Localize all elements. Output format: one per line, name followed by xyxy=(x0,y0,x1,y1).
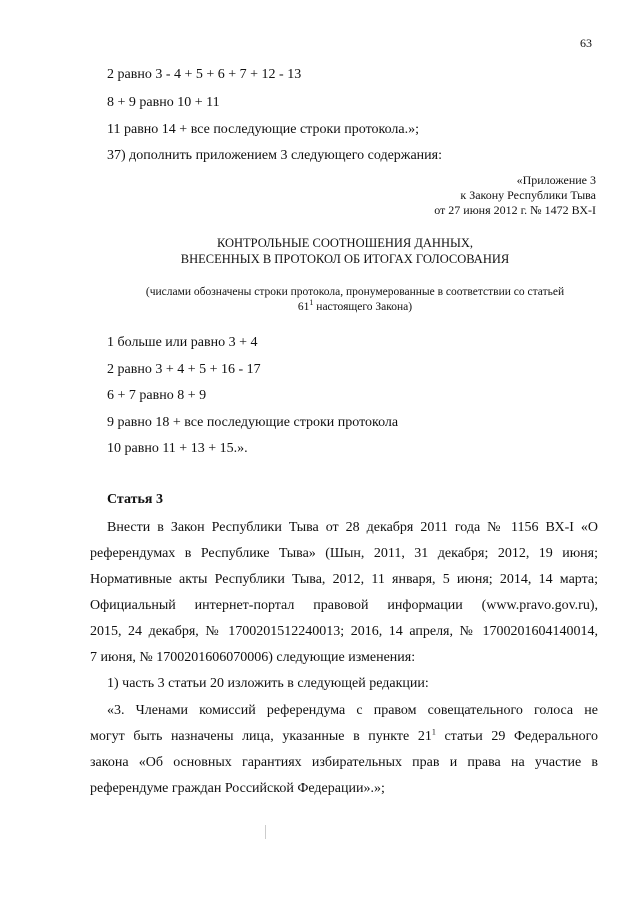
article-paragraph-line: Официальный интернет-портал правовой информации (www.pravo.gov.ru), xyxy=(90,598,598,613)
note-line2: $61^1$ настоящего Закона) xyxy=(297,298,413,313)
quoted-paragraph-line: могут быть назначены лица, указанные в пункте $21^1$ статьи 29 Федерального xyxy=(90,727,598,744)
article-paragraph-line: 2015, 24 декабря, № 1700201512240013; 2016, 14 апреля, № 1700201604140014, xyxy=(90,624,598,639)
appendix-date: от 27 июня 2012 г. № 1472 ВХ-I xyxy=(434,203,596,217)
note-line1: (числами обозначены строки протокола, пронумерованные в соответствии со статьей xyxy=(145,286,565,298)
quoted-paragraph-line: «3. Членами комиссий референдума с правом совещательного голоса не xyxy=(107,703,598,718)
appendix-law: к Закону Республики Тыва xyxy=(460,188,596,202)
amendment-item: 1) часть 3 статьи 20 изложить в следующей редакции: xyxy=(107,676,429,691)
article-paragraph-line: Внести в Закон Республики Тыва от 28 декабря 2011 года № 1156 ВХ-I «О xyxy=(107,520,598,535)
relation-line: 9 равно 18 + все последующие строки протокола xyxy=(107,415,399,430)
appendix-title-line2: ВНЕСЕННЫХ В ПРОТОКОЛ ОБ ИТОГАХ ГОЛОСОВАНИЯ xyxy=(180,252,510,266)
relation-line: 8 + 9 равно 10 + 11 xyxy=(107,95,220,110)
page-number: 63 xyxy=(580,36,592,50)
quoted-paragraph-line: закона «Об основных гарантиях избирательных прав и права на участие в xyxy=(90,755,598,770)
amendment-line: 37) дополнить приложением 3 следующего содержания: xyxy=(107,148,442,163)
relation-line: 10 равно 11 + 13 + 15.». xyxy=(107,441,248,456)
appendix-title-line1: КОНТРОЛЬНЫЕ СООТНОШЕНИЯ ДАННЫХ, xyxy=(216,236,474,250)
article-heading: Статья 3 xyxy=(107,492,163,507)
article-paragraph-line: 7 июня, № 1700201606070006) следующие изменения: xyxy=(90,650,416,665)
relation-line: 2 равно 3 - 4 + 5 + 6 + 7 + 12 - 13 xyxy=(107,67,302,82)
appendix-label: «Приложение 3 xyxy=(516,173,596,187)
article-paragraph-line: референдумах в Республике Тыва» (Шын, 2011, 31 декабря; 2012, 19 июня; xyxy=(90,546,598,561)
quoted-paragraph-line: референдуме граждан Российской Федерации».»; xyxy=(90,781,385,796)
relation-line: 6 + 7 равно 8 + 9 xyxy=(107,388,207,403)
relation-line: 11 равно 14 + все последующие строки протокола.»; xyxy=(107,122,419,137)
scan-mark xyxy=(265,825,266,839)
relation-line: 1 больше или равно 3 + 4 xyxy=(107,335,258,350)
article-paragraph-line: Нормативные акты Республики Тыва, 2012, 11 января, 5 июня; 2014, 14 марта; xyxy=(90,572,598,587)
relation-line: 2 равно 3 + 4 + 5 + 16 - 17 xyxy=(107,362,261,377)
